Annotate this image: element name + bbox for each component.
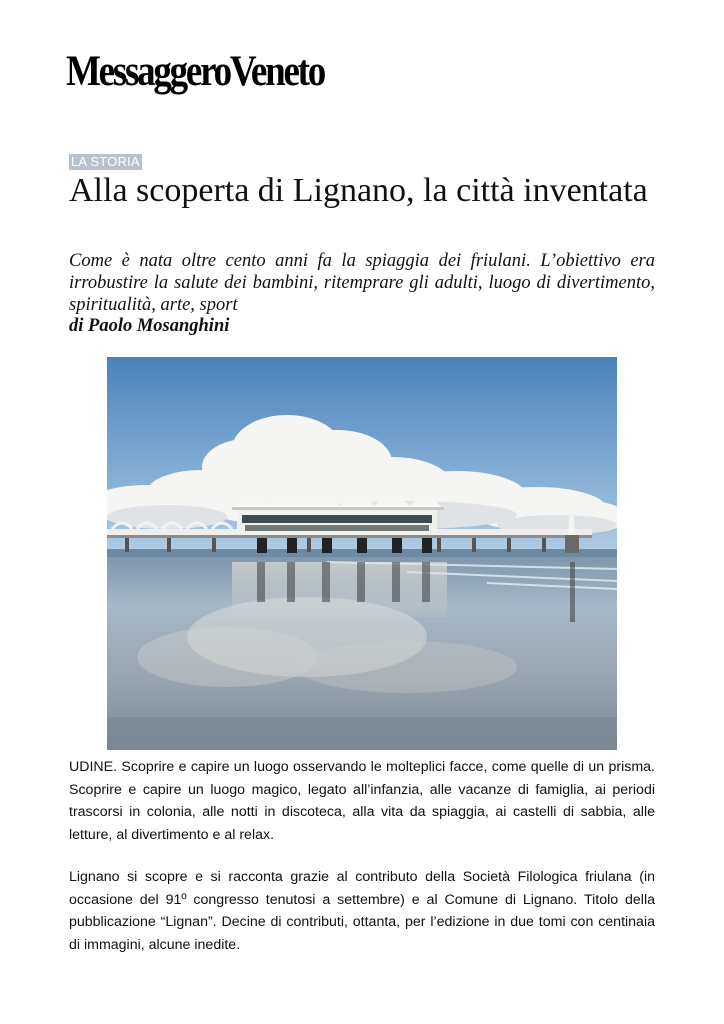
article-author: di Paolo Mosanghini [69, 316, 230, 336]
section-kicker[interactable]: LA STORIA [71, 154, 140, 169]
article-headline: Alla scoperta di Lignano, la città inventata [69, 172, 648, 209]
pier-terrace-image [107, 357, 617, 750]
article-paragraph-2: Lignano si scopre e si racconta grazie al contributo della Società Filologica friulana (in occasione del 91º congresso tenutosi a settembre) e al Comune di Lignano. Titolo della pubblicazione “Lignan”. Decine di contributi, ottanta, per l’edizione in due tomi con centinaia di immagini, alcune inedite. [69, 869, 655, 953]
article-paragraph-1: UDINE. Scoprire e capire un luogo osservando le molteplici facce, come quelle di un prisma. Scoprire e capire un luogo magico, legato all’infanzia, alle vacanze di famiglia, ai periodi trascorsi in colonia, alle notti in discoteca, alla vita da spiaggia, ai castelli di sabbia, alle letture, al divertimento e al relax. [69, 759, 655, 843]
masthead-logo[interactable]: MessaggeroVeneto [66, 48, 324, 95]
article-subtitle: Come è nata oltre cento anni fa la spiaggia dei friulani. L’obiettivo era irrobustire la salute dei bambini, ritemprare gli adulti, luogo di divertimento, spiritualità, arte, sport [69, 251, 655, 315]
article-photo [107, 357, 617, 750]
